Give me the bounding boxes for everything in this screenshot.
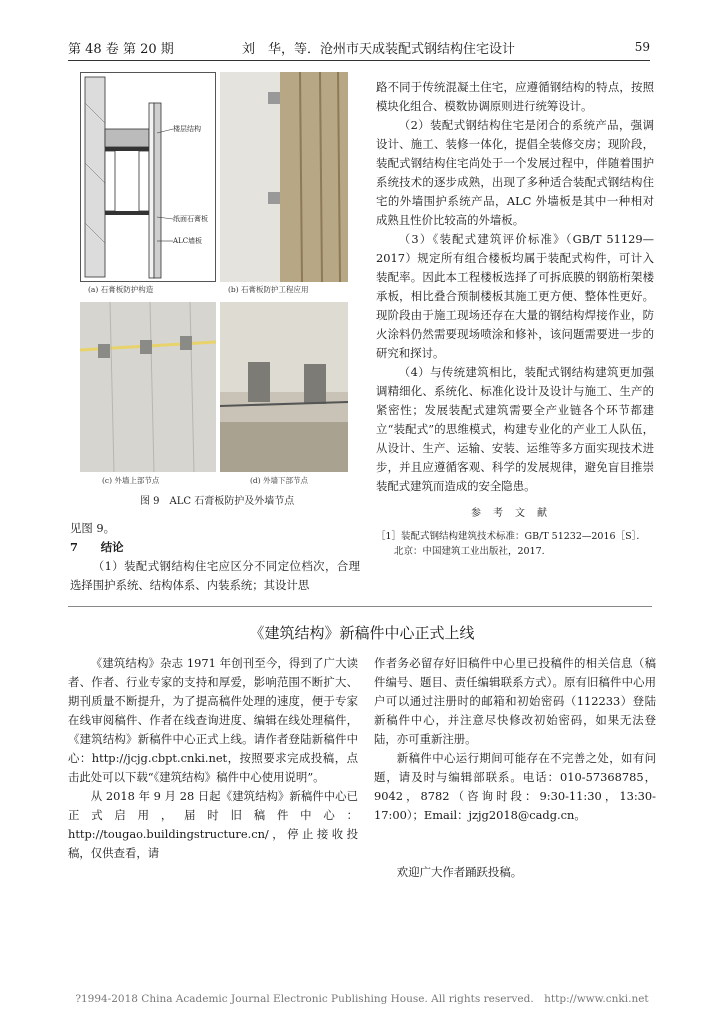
site-photo-b: [220, 72, 348, 282]
construction-drawing-svg: [81, 73, 216, 282]
section-heading-conclusion: 7 结论: [70, 540, 124, 554]
label-floor-structure: 楼层结构: [173, 125, 201, 133]
reference-line: ［1］装配式钢结构建筑技术标准：GB/T 51232—2016［S］．: [376, 531, 646, 542]
left-column-text: [70, 519, 360, 595]
paragraph: （4）与传统建筑相比，装配式钢结构建筑更加强调精细化、系统化、标准化设计及设计与施工、生产的紧密性；发展装配式建筑需要全产业链各个环节都建立“装配式”的思维模式，构建专业化的产业工人队伍，从设计、生产、运输、安装、运维等多方面实现技术进步，并且应遵循客观、科学的发展规律，避免盲目推崇装配式建筑而造成的安全隐患。: [376, 365, 654, 493]
site-photo-c: [80, 302, 216, 472]
paragraph: 从 2018 年 9 月 28 日起《建筑结构》新稿件中心已正式启用，届时旧稿件中心：http://tougao.buildingstructure.cn/，停止接收投稿，仅供查看，请: [68, 789, 358, 860]
article-running-title: 刘 华，等．沧州市天成装配式钢结构住宅设计: [242, 42, 516, 57]
subcaption-a: (a) 石膏板防护构造: [88, 285, 154, 294]
label-gypsum-board: 纸面石膏板: [173, 215, 208, 223]
paragraph: （2）装配式钢结构住宅是闭合的系统产品，强调设计、施工、装修一体化，提倡全装修交房；现阶段，装配式钢结构住宅尚处于一个发展过程中，伴随着围护系统技术的逐步成熟，出现了多种适合装配式钢结构住宅的外墙围护系统产品，ALC 外墙板是其中一种相对成熟且性价比较高的外墙板。: [376, 118, 654, 227]
paragraph: 新稿件中心运行期间可能存在不完善之处，如有问题，请及时与编辑部联系。电话：010-57368785，9042，8782（咨询时段：9:30-11:30，13:30-17:00）；Email：jzjg2018@cadg.cn。: [374, 751, 656, 822]
paragraph: 路不同于传统混凝土住宅，应遵循钢结构的特点，按照模块化组合、模数协调原则进行统筹设计。: [376, 80, 654, 113]
figure-panel-c-photo: [80, 302, 216, 472]
figure-9: [80, 72, 360, 512]
notice-title: 《建筑结构》新稿件中心正式上线: [249, 624, 475, 642]
running-header: [68, 38, 650, 58]
page-number: 59: [634, 40, 650, 54]
figure-caption: 图 9 ALC 石膏板防护及外墙节点: [140, 496, 295, 507]
paragraph: （3）《装配式建筑评价标准》（GB/T 51129—2017）规定所有组合楼板均属于装配式构件，可计入装配率。因此本工程楼板选择了可拆底膜的钢筋桁架楼承板，相比叠合预制楼板其施工更方便、整体性更好。现阶段由于施工现场还存在大量的钢结构焊接作业，防火涂料仍然需要现场喷涂和修补，该问题需要进一步的研究和探讨。: [376, 232, 654, 360]
subcaption-c: (c) 外墙上部节点: [102, 476, 160, 485]
header-rule: [68, 60, 650, 61]
paragraph: 欢迎广大作者踊跃投稿。: [396, 865, 523, 879]
figure-panel-d-photo: [220, 302, 348, 472]
paragraph: 作者务必留存好旧稿件中心里已投稿件的相关信息（稿件编号、题目、责任编辑联系方式）。原有旧稿件中心用户可以通过注册时的邮箱和初始密码（112233）登陆新稿件中心，并注意尽快修改初始密码，如果无法登陆，亦可重新注册。: [374, 656, 656, 746]
reference-line: 北京：中国建筑工业出版社，2017.: [394, 546, 545, 557]
label-alc-panel: ALC墙板: [173, 237, 203, 245]
figure-panel-a-construction-drawing: [80, 72, 216, 282]
figure-panel-b-photo: [220, 72, 348, 282]
references-heading: 参考文献: [471, 508, 559, 519]
paragraph: 《建筑结构》杂志 1971 年创刊至今，得到了广大读者、作者、行业专家的支持和厚爱，影响范围不断扩大、期刊质量不断提升，为了提高稿件处理的速度，便于专家在线审阅稿件、作者在线查询进度、编辑在线处理稿件，《建筑结构》新稿件中心正式上线。请作者登陆新稿件中心：http://jcjg.cbpt.cnki.net，按照要求完成投稿，点击此处可以下载“《建筑结构》稿件中心使用说明”。: [68, 656, 358, 784]
subcaption-b: (b) 石膏板防护工程应用: [228, 285, 309, 294]
right-column-text: [376, 78, 654, 559]
subcaption-d: (d) 外墙下部节点: [250, 476, 309, 485]
reference-item: [376, 529, 654, 559]
journal-volume-issue: 第 48 卷 第 20 期: [68, 42, 174, 57]
section-divider: [68, 606, 652, 607]
notice-left-column: [68, 654, 358, 863]
paragraph: 见图 9。: [70, 521, 116, 535]
notice-right-column: [374, 654, 656, 882]
site-photo-d: [220, 302, 348, 472]
paragraph: （1）装配式钢结构住宅应区分不同定位档次，合理选择围护系统、结构体系、内装系统；其设计思: [70, 559, 360, 592]
copyright-footer: ?1994-2018 China Academic Journal Electronic Publishing House. All rights reserved. http://www.cnki.net: [75, 993, 649, 1005]
